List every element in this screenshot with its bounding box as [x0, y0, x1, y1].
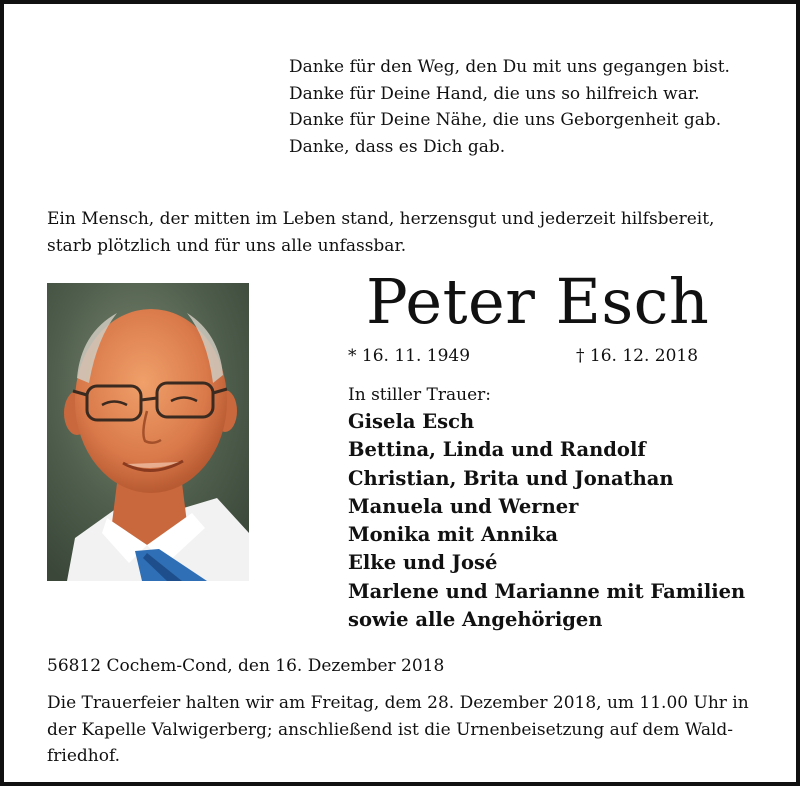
intro-text	[47, 206, 714, 259]
service-line: Die Trauerfeier halten wir am Freitag, dem 28. Dezember 2018, um 11.00 Uhr in	[47, 693, 749, 713]
portrait-photo	[47, 283, 249, 581]
service-line: der Kapelle Valwigerberg; anschließend ist die Urnenbeisetzung auf dem Wald-	[47, 719, 734, 740]
mourner-name: Monika mit Annika	[348, 523, 558, 547]
mourning-label: In stiller Trauer:	[348, 385, 491, 405]
verse-line: Danke, dass es Dich gab.	[289, 136, 506, 157]
mourner-name: Manuela und Werner	[348, 494, 579, 518]
verse-line: Danke für Deine Hand, die uns so hilfreich war.	[289, 83, 700, 104]
funeral-service-info	[47, 690, 767, 770]
verse-line: Danke für Deine Nähe, die uns Geborgenheit gab.	[289, 110, 722, 130]
birth-date: * 16. 11. 1949	[348, 346, 471, 366]
mourner-name: Elke und José	[348, 551, 498, 575]
place-and-date: 56812 Cochem-Cond, den 16. Dezember 2018	[47, 656, 445, 676]
service-line: friedhof.	[47, 746, 121, 766]
mourner-name: Marlene und Marianne mit Familien	[348, 579, 746, 603]
death-date: † 16. 12. 2018	[576, 346, 699, 366]
intro-line: starb plötzlich und für uns alle unfassbar.	[47, 235, 407, 256]
portrait-illustration	[47, 283, 249, 581]
verse-line: Danke für den Weg, den Du mit uns gegangen bist.	[289, 57, 730, 77]
mourner-name: Christian, Brita und Jonathan	[348, 466, 674, 490]
intro-line: Ein Mensch, der mitten im Leben stand, herzensgut und jederzeit hilfsbereit,	[47, 209, 715, 229]
verse	[289, 54, 730, 160]
mourners-list	[348, 408, 745, 634]
mourner-name: sowie alle Angehörigen	[348, 608, 603, 632]
deceased-name: Peter Esch	[366, 265, 710, 338]
mourner-name: Bettina, Linda und Randolf	[348, 438, 646, 462]
mourner-name: Gisela Esch	[348, 410, 475, 433]
